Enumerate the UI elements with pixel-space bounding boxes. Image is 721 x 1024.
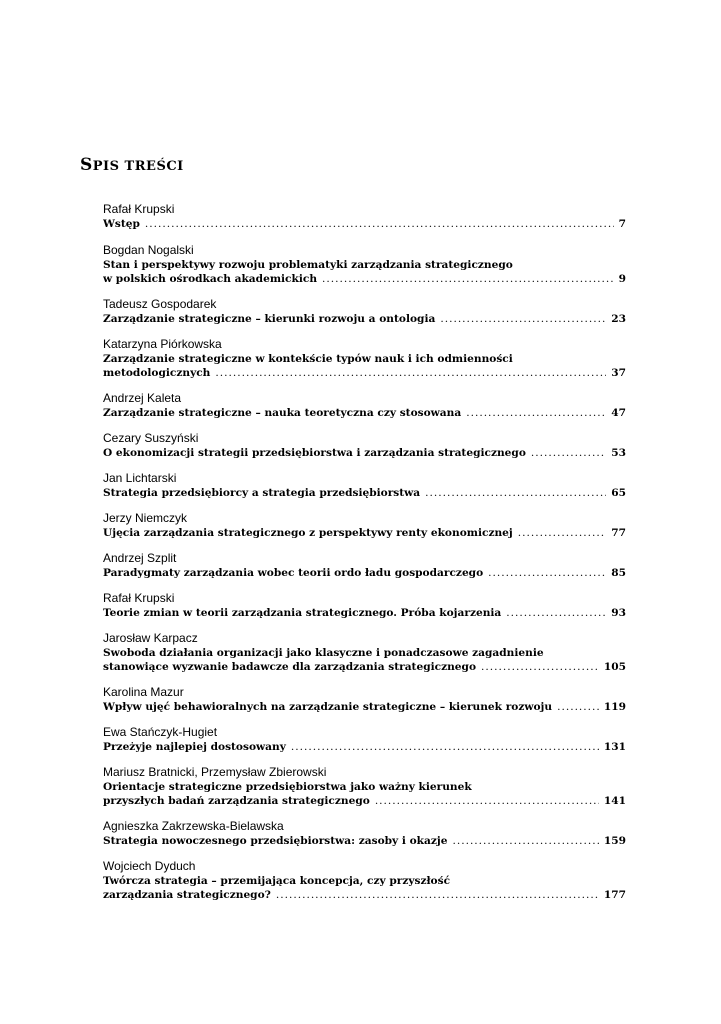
toc-entry[interactable] <box>103 551 626 580</box>
entry-title-line: metodologicznych <box>103 367 211 379</box>
entry-author: Jerzy Niemczyk <box>103 511 188 525</box>
dot-leader <box>425 486 606 500</box>
entry-title-line: Przeżyje najlepiej dostosowany <box>103 741 286 753</box>
entry-page-number: 177 <box>603 889 626 901</box>
entry-title-line: Stan i perspektywy rozwoju problematyki zarządzania strategicznego <box>103 259 513 271</box>
entry-title-line: Paradygmaty zarządzania wobec teorii ordo ładu gospodarczego <box>103 567 484 579</box>
entry-title-line: w polskich ośrodkach akademickich <box>103 273 318 285</box>
toc-entry[interactable] <box>103 685 626 714</box>
entry-page-number: 141 <box>603 795 626 807</box>
heading-initial: S <box>80 155 93 175</box>
entry-page-number: 47 <box>611 407 626 419</box>
toc-entry[interactable] <box>103 725 626 754</box>
dot-leader <box>440 312 606 326</box>
entry-title-row <box>103 366 626 380</box>
toc-entry[interactable] <box>103 297 626 326</box>
entry-title-row <box>103 486 626 500</box>
dot-leader <box>488 566 606 580</box>
dot-leader <box>481 660 599 674</box>
dot-leader <box>506 606 606 620</box>
dot-leader <box>452 834 598 848</box>
entry-author: Jarosław Karpacz <box>103 631 198 645</box>
entry-author: Katarzyna Piórkowska <box>103 337 222 351</box>
toc-entry[interactable] <box>103 471 626 500</box>
toc-entry[interactable] <box>103 243 626 286</box>
entry-title-row <box>103 566 626 580</box>
entry-author: Wojciech Dyduch <box>103 859 196 873</box>
toc-entry[interactable] <box>103 391 626 420</box>
entry-author: Bogdan Nogalski <box>103 243 194 257</box>
entry-page-number: 37 <box>611 367 626 379</box>
dot-leader <box>375 794 599 808</box>
dot-leader <box>518 526 607 540</box>
entry-page-number: 105 <box>603 661 626 673</box>
entry-title-line: przyszłych badań zarządzania strategicznego <box>103 795 370 807</box>
entry-title-line: Wpływ ujęć behawioralnych na zarządzanie strategiczne – kierunek rozwoju <box>103 701 553 713</box>
entry-author: Agnieszka Zakrzewska-Bielawska <box>103 819 284 833</box>
entry-page-number: 7 <box>618 218 626 230</box>
dot-leader <box>145 217 614 231</box>
entry-author: Mariusz Bratnicki, Przemysław Zbierowski <box>103 765 327 779</box>
toc-entry[interactable] <box>103 765 626 808</box>
entry-author: Karolina Mazur <box>103 685 184 699</box>
entry-title-row <box>103 312 626 326</box>
entry-page-number: 77 <box>611 527 626 539</box>
toc-entry[interactable] <box>103 631 626 674</box>
entry-title-line: Strategia nowoczesnego przedsiębiorstwa: zasoby i okazje <box>103 835 448 847</box>
dot-leader <box>466 406 606 420</box>
entry-page-number: 9 <box>618 273 626 285</box>
entry-author: Andrzej Szplit <box>103 551 177 565</box>
dot-leader <box>531 446 606 460</box>
entry-page-number: 85 <box>611 567 626 579</box>
entry-title-row <box>103 888 626 902</box>
heading-rest: PIS TREŚCI <box>92 159 184 174</box>
entry-title-row <box>103 272 626 286</box>
entry-title-line: Wstęp <box>103 218 140 230</box>
dot-leader <box>215 366 606 380</box>
entry-page-number: 131 <box>603 741 626 753</box>
entry-title-row <box>103 446 626 460</box>
entry-title-row <box>103 606 626 620</box>
dot-leader <box>291 740 599 754</box>
toc-entry[interactable] <box>103 859 626 902</box>
entry-title-line: zarządzania strategicznego? <box>103 889 271 901</box>
entry-title-line: Zarządzanie strategiczne – kierunki rozwoju a ontologia <box>103 313 436 325</box>
entry-page-number: 93 <box>611 607 626 619</box>
entry-title-line: Strategia przedsiębiorcy a strategia przedsiębiorstwa <box>103 487 421 499</box>
entry-author: Ewa Stańczyk-Hugiet <box>103 725 218 739</box>
entry-author: Jan Lichtarski <box>103 471 177 485</box>
entry-title-row <box>103 217 626 231</box>
entry-title-row <box>103 794 626 808</box>
entry-title-line: O ekonomizacji strategii przedsiębiorstwa i zarządzania strategicznego <box>103 447 526 459</box>
dot-leader <box>322 272 614 286</box>
page-heading <box>80 140 184 178</box>
entry-title-line: Orientacje strategiczne przedsiębiorstwa jako ważny kierunek <box>103 781 472 793</box>
toc-entry[interactable] <box>103 591 626 620</box>
entry-title-line: Twórcza strategia – przemijająca koncepcja, czy przyszłość <box>103 875 451 887</box>
toc-entry[interactable] <box>103 819 626 848</box>
entry-title-line: Ujęcia zarządzania strategicznego z perspektywy renty ekonomicznej <box>103 527 513 539</box>
entry-title-line: Zarządzanie strategiczne – nauka teoretyczna czy stosowana <box>103 407 462 419</box>
entry-title-row <box>103 526 626 540</box>
entry-page-number: 23 <box>611 313 626 325</box>
entry-title-line: Zarządzanie strategiczne w kontekście typów nauk i ich odmienności <box>103 353 513 365</box>
entry-page-number: 159 <box>603 835 626 847</box>
entry-page-number: 119 <box>603 701 626 713</box>
entry-title-line: Teorie zmian w teorii zarządzania strategicznego. Próba kojarzenia <box>103 607 502 619</box>
entry-title-line: stanowiące wyzwanie badawcze dla zarządzania strategicznego <box>103 661 477 673</box>
entry-author: Rafał Krupski <box>103 202 175 216</box>
entry-title-row <box>103 740 626 754</box>
entry-author: Cezary Suszyński <box>103 431 199 445</box>
table-of-contents <box>103 191 626 902</box>
entry-author: Tadeusz Gospodarek <box>103 297 217 311</box>
entry-page-number: 53 <box>611 447 626 459</box>
entry-author: Andrzej Kaleta <box>103 391 182 405</box>
entry-title-row <box>103 406 626 420</box>
dot-leader <box>557 700 599 714</box>
entry-title-row <box>103 834 626 848</box>
entry-author: Rafał Krupski <box>103 591 175 605</box>
toc-entry[interactable] <box>103 431 626 460</box>
entry-title-row <box>103 660 626 674</box>
entry-title-line: Swoboda działania organizacji jako klasyczne i ponadczasowe zagadnienie <box>103 647 544 659</box>
toc-entry[interactable] <box>103 511 626 540</box>
toc-entry[interactable] <box>103 337 626 380</box>
entry-page-number: 65 <box>611 487 626 499</box>
entry-title-row <box>103 700 626 714</box>
toc-entry[interactable] <box>103 202 626 231</box>
dot-leader <box>276 888 599 902</box>
